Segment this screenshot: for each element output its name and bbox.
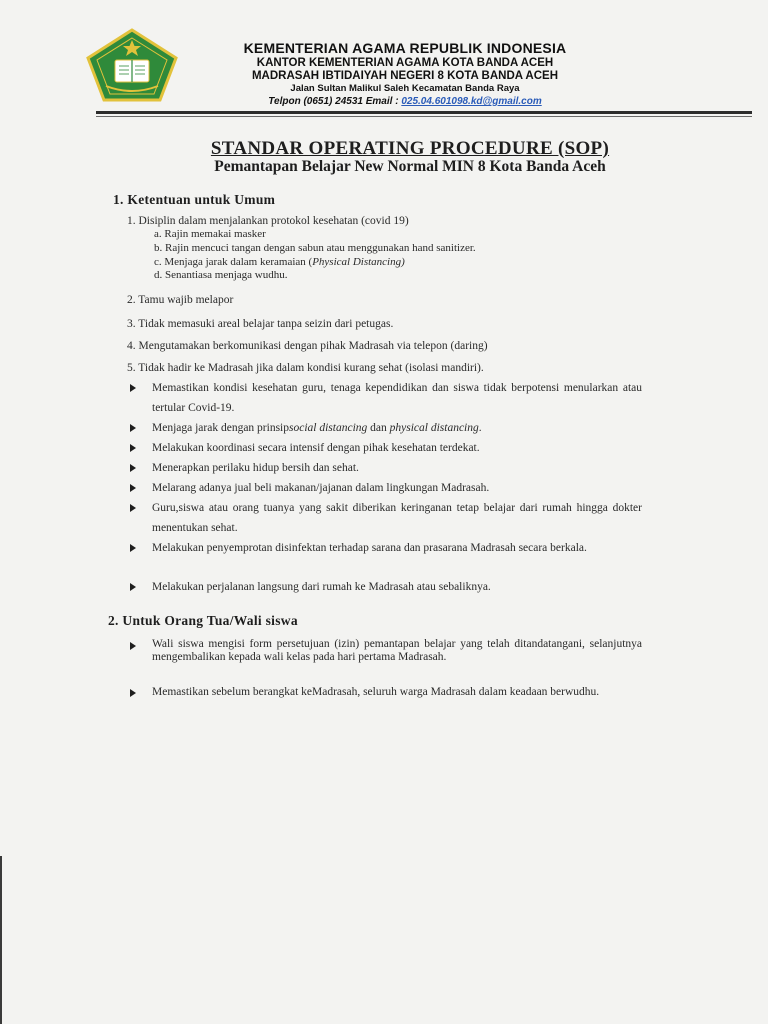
bullet-item: Melakukan penyemprotan disinfektan terhadap sarana dan prasarana Madrasah secara berkala.	[152, 542, 587, 554]
letterhead-ministry: KEMENTERIAN AGAMA REPUBLIK INDONESIA	[243, 40, 567, 56]
bullet-item: Guru,siswa atau orang tuanya yang sakit diberikan keringanan tetap belajar dari rumah hingga dokter menentukan sehat.	[152, 502, 642, 534]
list-item: 4. Mengutamakan berkomunikasi dengan pihak Madrasah via telepon (daring)	[127, 340, 488, 352]
bullet-item: Melakukan perjalanan langsung dari rumah ke Madrasah atau sebaliknya.	[152, 581, 491, 593]
letterhead-contact	[190, 95, 620, 108]
bullet-emphasis: social distancing	[289, 422, 368, 434]
sub-item-c-emphasis: Physical Distancing)	[312, 256, 405, 268]
bullet-text: Menjaga jarak dengan prinsip	[152, 422, 289, 434]
letterhead	[190, 40, 620, 108]
bullet-text: dan	[367, 422, 390, 434]
email-link[interactable]: 025.04.601098.kd@gmail.com	[401, 96, 542, 107]
list-item: 1. Disiplin dalam menjalankan protokol kesehatan (covid 19)	[127, 215, 409, 227]
bullet-item: Wali siswa mengisi form persetujuan (izin) pemantapan belajar yang telah ditandatangani, selanjutnya mengembalikan kepada wali kelas pada hari pertama Madrasah.	[152, 638, 642, 663]
letterhead-address: Jalan Sultan Malikul Saleh Kecamatan Banda Raya	[290, 83, 520, 94]
letterhead-school: MADRASAH IBTIDAIYAH NEGERI 8 KOTA BANDA ACEH	[251, 70, 559, 82]
scan-edge-line	[0, 856, 2, 1024]
section-1-heading: 1. Ketentuan untuk Umum	[113, 192, 276, 207]
bullet-arrow-icon	[130, 384, 136, 392]
bullet-item: Memastikan sebelum berangkat keMadrasah, seluruh warga Madrasah dalam keadaan berwudhu.	[152, 686, 600, 698]
bullet-item: Menerapkan perilaku hidup bersih dan sehat.	[152, 462, 359, 474]
letterhead-office: KANTOR KEMENTERIAN AGAMA KOTA BANDA ACEH	[256, 57, 554, 69]
sub-item-c-text: c. Menjaga jarak dalam keramaian (	[154, 256, 313, 268]
list-item: 2. Tamu wajib melapor	[127, 294, 234, 306]
letterhead-rule-thick	[96, 111, 752, 114]
sub-item-a: a. Rajin memakai masker	[154, 228, 266, 240]
bullet-item: Melakukan koordinasi secara intensif dengan pihak kesehatan terdekat.	[152, 442, 480, 454]
sub-item-c	[154, 256, 405, 268]
letterhead-email-label: Email :	[365, 96, 399, 107]
bullet-arrow-icon	[130, 424, 136, 432]
kemenag-emblem-icon	[84, 28, 180, 102]
bullet-arrow-icon	[130, 583, 136, 591]
section-2-heading: 2. Untuk Orang Tua/Wali siswa	[108, 613, 298, 628]
bullet-arrow-icon	[130, 444, 136, 452]
bullet-item	[152, 418, 642, 438]
bullet-arrow-icon	[130, 484, 136, 492]
bullet-text: .	[478, 422, 482, 434]
bullet-arrow-icon	[130, 642, 136, 650]
bullet-item: Melarang adanya jual beli makanan/jajanan dalam lingkungan Madrasah.	[152, 482, 490, 494]
letterhead-phone: Telpon (0651) 24531	[268, 96, 363, 107]
bullet-emphasis: physical distancing	[389, 422, 479, 434]
bullet-arrow-icon	[130, 544, 136, 552]
bullet-arrow-icon	[130, 504, 136, 512]
bullet-arrow-icon	[130, 689, 136, 697]
page-subtitle: Pemantapan Belajar New Normal MIN 8 Kota Banda Aceh	[214, 158, 606, 175]
sub-item-d: d. Senantiasa menjaga wudhu.	[154, 269, 288, 281]
bullet-arrow-icon	[130, 464, 136, 472]
page-title: STANDAR OPERATING PROCEDURE (SOP)	[210, 138, 610, 159]
list-item: 3. Tidak memasuki areal belajar tanpa seizin dari petugas.	[127, 318, 394, 330]
letterhead-rule-thin	[96, 116, 752, 117]
sub-item-b: b. Rajin mencuci tangan dengan sabun atau menggunakan hand sanitizer.	[154, 242, 476, 254]
bullet-item: Memastikan kondisi kesehatan guru, tenaga kependidikan dan siswa tidak berpotensi menularkan atau tertular Covid-19.	[152, 382, 642, 414]
list-item: 5. Tidak hadir ke Madrasah jika dalam kondisi kurang sehat (isolasi mandiri).	[127, 362, 484, 374]
